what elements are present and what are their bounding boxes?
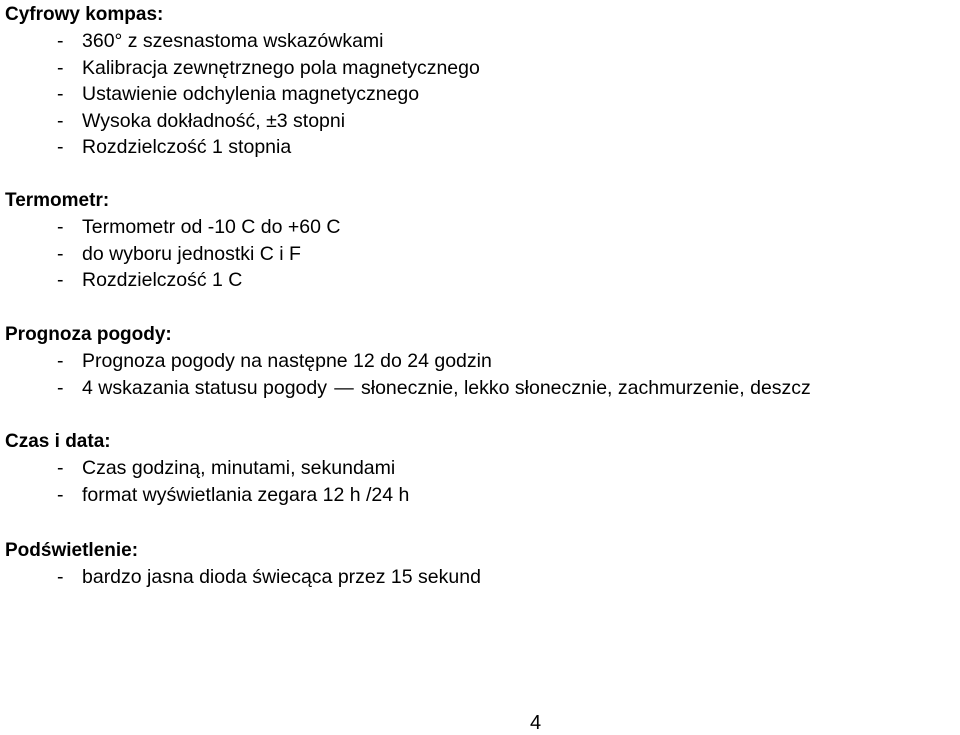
compass-item-text: 360° z szesnastoma wskazówkami [82,30,384,52]
thermometer-item-text: Rozdzielczość 1 C [82,269,243,291]
compass-section [5,2,955,161]
compass-item-text: Kalibracja zewnętrznego pola magnetycznego [82,56,480,79]
list-dash: - [57,83,64,105]
list-item [5,55,955,82]
thermometer-section [5,188,955,294]
list-dash: - [57,566,64,588]
thermometer-item-text: do wyboru jednostki C i F [82,242,301,265]
datetime-section [5,429,955,508]
forecast-status-values: słonecznie, lekko słonecznie, zachmurzenie, deszcz [361,376,811,399]
forecast-status-item [82,375,811,402]
datetime-item-text: Czas godziną, minutami, sekundami [82,457,396,479]
list-item [5,482,955,509]
compass-item-text: Ustawienie odchylenia magnetycznego [82,83,420,105]
list-item [5,267,955,294]
list-item [5,28,955,55]
compass-item-text: Rozdzielczość 1 stopnia [82,136,292,158]
thermometer-item-text: Termometr od -10 C do +60 C [82,216,341,238]
list-item [5,455,955,482]
thermometer-heading: Termometr: [5,190,110,211]
backlight-section [5,538,955,591]
compass-item-text: Wysoka dokładność, ±3 stopni [82,109,346,132]
forecast-status-label: 4 wskazania statusu pogody [82,376,327,399]
list-item [5,108,955,135]
list-dash: - [57,457,64,479]
backlight-item-text: bardzo jasna dioda świecąca przez 15 sekund [82,566,481,588]
list-dash: - [57,56,64,79]
page-number: 4 [530,712,542,734]
list-dash: - [57,350,64,372]
list-item [5,241,955,268]
datetime-item-text: format wyświetlania zegara 12 h /24 h [82,483,410,506]
list-dash: - [57,136,64,158]
compass-heading: Cyfrowy kompas: [5,4,164,25]
forecast-section [5,322,955,401]
backlight-heading: Podświetlenie: [5,540,139,561]
list-item [5,134,955,161]
list-item [5,214,955,241]
list-item [5,564,955,591]
list-dash: - [57,483,64,506]
list-dash: - [57,269,64,291]
list-dash: - [57,216,64,238]
list-dash: - [57,30,64,52]
list-item [5,348,955,375]
em-dash: — [334,376,354,399]
list-dash: - [57,109,64,132]
forecast-item-text: Prognoza pogody na następne 12 do 24 godzin [82,350,492,372]
list-item [5,375,955,402]
forecast-heading: Prognoza pogody: [5,324,172,345]
list-item [5,81,955,108]
list-dash: - [57,242,64,265]
list-dash: - [57,376,64,399]
datetime-heading: Czas i data: [5,431,111,452]
